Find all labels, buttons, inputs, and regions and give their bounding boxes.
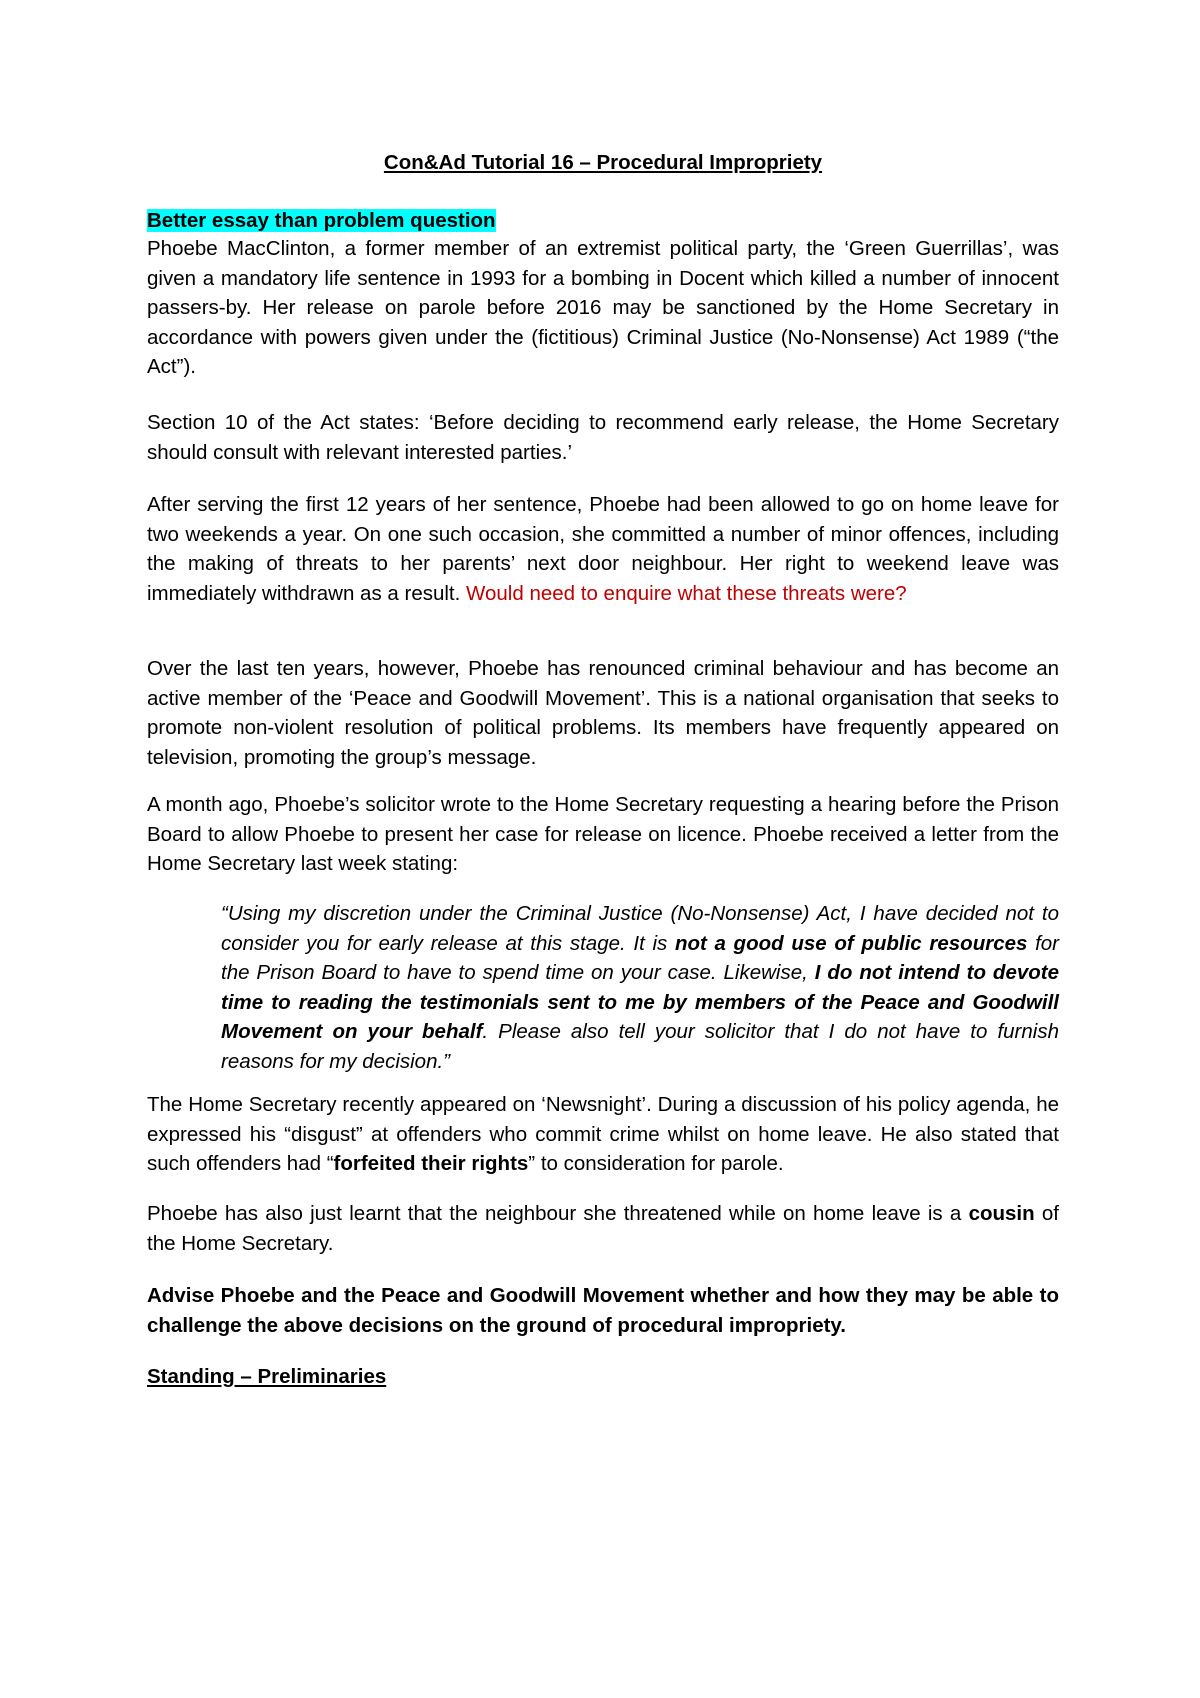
scenario-paragraph-7: [147, 1199, 1059, 1258]
scenario-paragraph-2: Section 10 of the Act states: ‘Before deciding to recommend early release, the Home Secretary should consult with relevant interested parties.’: [147, 411, 1059, 464]
letter-quote: [221, 899, 1059, 1076]
document-page: [147, 0, 1059, 1698]
quote-part-3: . Please also tell your solicitor that I do not have to furnish reasons for my decision.”: [221, 1020, 1059, 1073]
quote-part-2: for the Prison Board to have to spend time on your case. Likewise,: [221, 931, 1060, 984]
scenario-paragraph-5: A month ago, Phoebe’s solicitor wrote to the Home Secretary requesting a hearing before the Prison Board to allow Phoebe to present her case for release on licence. Phoebe received a letter from the Home Secretary last week stating:: [147, 793, 1059, 875]
paragraph-6-end: ” to consideration for parole.: [528, 1152, 784, 1175]
paragraph-7-bold: cousin: [968, 1202, 1035, 1225]
scenario-paragraph-6: [147, 1090, 1059, 1179]
highlighted-note: Better essay than problem question: [147, 209, 496, 232]
highlight-note-line: [147, 206, 496, 236]
paragraph-3-text: After serving the first 12 years of her sentence, Phoebe had been allowed to go on home leave for two weekends a year. On one such occasion, she committed a number of minor offences, including the making of threats to her parents’ next door neighbour. Her right to weekend leave was immediately withdrawn as a result.: [147, 493, 1059, 605]
quote-bold-1: not a good use of public resources: [674, 931, 1028, 955]
paragraph-6-text: The Home Secretary recently appeared on ‘Newsnight’. During a discussion of his policy agenda, he expressed his “disgust” at offenders who commit crime whilst on home leave. He also stated that such offenders had “: [147, 1093, 1059, 1175]
scenario-paragraph-3: [147, 490, 1059, 608]
paragraph-6-bold: forfeited their rights: [333, 1152, 529, 1175]
quote-bold-2: I do not intend to devote time to reading the testimonials sent to me by members of the Peace and Goodwill Movement on your behalf: [221, 961, 1059, 1043]
scenario-paragraph-4: Over the last ten years, however, Phoebe has renounced criminal behaviour and has become an active member of the ‘Peace and Goodwill Movement’. This is a national organisation that seeks to promote non-violent resolution of political problems. Its members have frequently appeared on television, promoting the group’s message.: [147, 657, 1059, 769]
question-paragraph: Advise Phoebe and the Peace and Goodwill Movement whether and how they may be able to challenge the above decisions on the ground of procedural impropriety.: [147, 1284, 1059, 1337]
section-heading: Standing – Preliminaries: [147, 1365, 387, 1388]
quote-part-1: “Using my discretion under the Criminal Justice (No-Nonsense) Act, I have decided not to consider you for early release at this stage. It is: [221, 902, 1059, 955]
document-title: Con&Ad Tutorial 16 – Procedural Impropriety: [383, 151, 823, 174]
paragraph-7-end: of the Home Secretary.: [147, 1202, 1059, 1255]
annotation-note: Would need to enquire what these threats were?: [466, 581, 907, 605]
scenario-paragraph-1: Phoebe MacClinton, a former member of an extremist political party, the ‘Green Guerrillas’, was given a mandatory life sentence in 1993 for a bombing in Docent which killed a number of innocent passers-by. Her release on parole before 2016 may be sanctioned by the Home Secretary in accordance with powers given under the (fictitious) Criminal Justice (No-Nonsense) Act 1989 (“the Act”).: [147, 237, 1059, 378]
paragraph-7-text: Phoebe has also just learnt that the neighbour she threatened while on home leave is a: [147, 1202, 969, 1225]
